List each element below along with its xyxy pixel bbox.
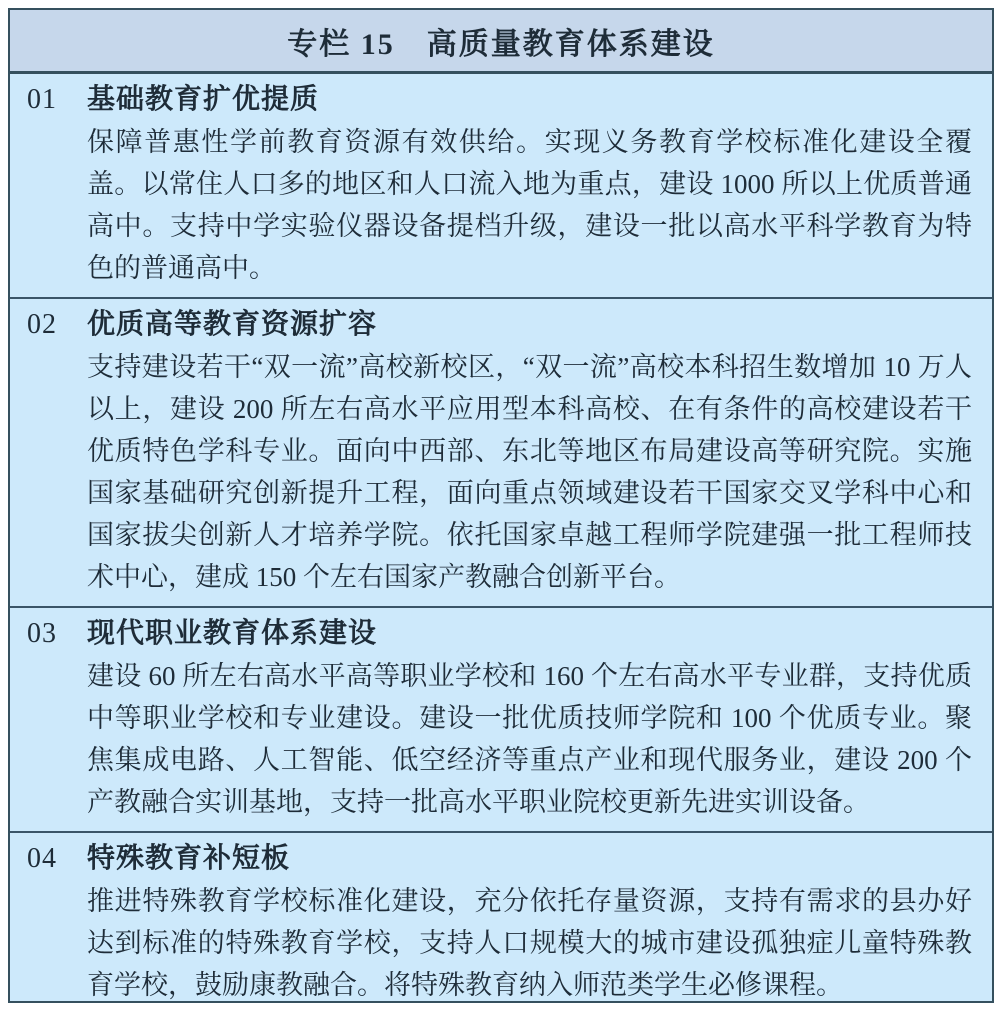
section-body-text: 建设 60 所左右高水平高等职业学校和 160 个左右高水平专业群，支持优质中等职业学校和专业建设。建设一批优质技师学院和 100 个优质专业。聚焦集成电路、人工智能、低空经济等重点产业和现代服务业，建设 200 个产教融合实训基地，支持一批高水平职业院校更新先进实训设备。 — [87, 661, 972, 817]
section-heading: 基础教育扩优提质 — [87, 84, 320, 115]
section-heading-row — [27, 838, 972, 880]
panel-title: 专栏 15 高质量教育体系建设 — [287, 27, 715, 61]
section-heading: 优质高等教育资源扩容 — [87, 309, 378, 340]
section-heading-row — [27, 304, 972, 346]
section-number: 03 — [27, 618, 57, 649]
section-number: 04 — [27, 843, 57, 874]
section-number: 02 — [27, 309, 57, 340]
section-heading: 现代职业教育体系建设 — [87, 618, 378, 649]
section-heading: 特殊教育补短板 — [87, 843, 291, 874]
section-body-text: 保障普惠性学前教育资源有效供给。实现义务教育学校标准化建设全覆盖。以常住人口多的地区和人口流入地为重点，建设 1000 所以上优质普通高中。支持中学实验仪器设备提档升级，建设一批以高水平科学教育为特色的普通高中。 — [87, 127, 972, 283]
section-heading-row — [27, 613, 972, 655]
section-basic-education — [10, 74, 992, 297]
column-box-panel — [8, 8, 994, 1003]
section-special-education — [10, 831, 992, 1003]
section-body-text: 推进特殊教育学校标准化建设，充分依托存量资源，支持有需求的县办好达到标准的特殊教育学校，支持人口规模大的城市建设孤独症儿童特殊教育学校，鼓励康教融合。将特殊教育纳入师范类学生必修课程。 — [87, 886, 972, 1000]
section-vocational-education — [10, 606, 992, 831]
section-higher-education — [10, 297, 992, 606]
section-heading-row — [27, 79, 972, 121]
panel-header — [10, 10, 992, 74]
section-number: 01 — [27, 84, 57, 115]
section-body-text: 支持建设若干“双一流”高校新校区，“双一流”高校本科招生数增加 10 万人以上，建设 200 所左右高水平应用型本科高校、在有条件的高校建设若干优质特色学科专业。面向中西部、东北等地区布局建设高等研究院。实施国家基础研究创新提升工程，面向重点领域建设若干国家交叉学科中心和国家拔尖创新人才培养学院。依托国家卓越工程师学院建强一批工程师技术中心，建成 150 个左右国家产教融合创新平台。 — [87, 352, 972, 592]
